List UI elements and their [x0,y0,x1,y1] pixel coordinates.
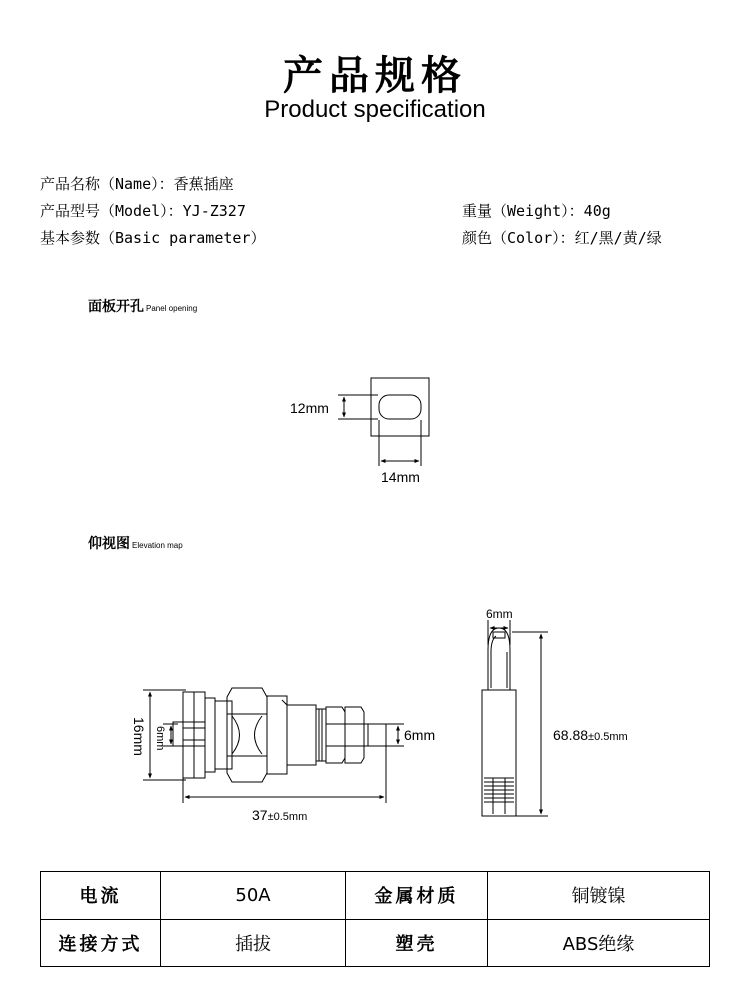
parameters-table [40,871,710,967]
elevation-side-view [143,688,404,803]
top-width-label: 6mm [486,607,513,621]
length-label [252,807,307,823]
panel-opening-drawing [338,378,429,466]
panel-height-label: 12mm [290,400,329,416]
table-cell-label: 金属材质 [346,872,488,920]
spec-basic-parameter: 基本参数（Basic parameter） [40,229,266,247]
total-height-value: 68.88 [553,727,589,743]
elevation-map-heading [88,533,183,553]
spec-name: 产品名称（Name）：香蕉插座 [40,175,234,193]
elevation-map-heading-en: Elevation map [132,541,183,550]
panel-outline [371,378,429,436]
table-cell-label: 连接方式 [41,919,161,967]
spec-color: 颜色（Color）：红/黑/黄/绿 [462,229,662,247]
diameter-label: 16mm [131,717,147,756]
elevation-front-view [482,620,548,816]
panel-width-label: 14mm [381,469,420,485]
table-cell-value: 插拔 [161,919,346,967]
page-title: 产品规格 [283,52,467,99]
table-cell-label: 电流 [41,872,161,920]
panel-slot [379,395,421,419]
page-subtitle: Product specification [264,96,486,123]
inner-pin-label: 6mm [154,726,166,751]
elevation-map-heading-cn: 仰视图 [88,536,130,552]
table-row [41,872,710,920]
table-cell-label: 塑壳 [346,919,488,967]
panel-opening-heading-cn: 面板开孔 [88,299,144,315]
table-row [41,919,710,967]
spec-weight: 重量（Weight）：40g [462,202,611,220]
table-cell-value: ABS绝缘 [488,919,710,967]
table-cell-value: 50A [161,872,346,920]
length-value: 37 [252,807,268,823]
panel-opening-heading-en: Panel opening [146,304,198,313]
total-height-label [553,727,628,743]
pin-diameter-label: 6mm [404,727,436,743]
spec-model: 产品型号（Model）：YJ-Z327 [40,202,246,220]
total-height-tolerance: ±0.5mm [588,731,628,743]
length-tolerance: ±0.5mm [267,811,308,823]
table-cell-value: 铜镀镍 [488,872,710,920]
